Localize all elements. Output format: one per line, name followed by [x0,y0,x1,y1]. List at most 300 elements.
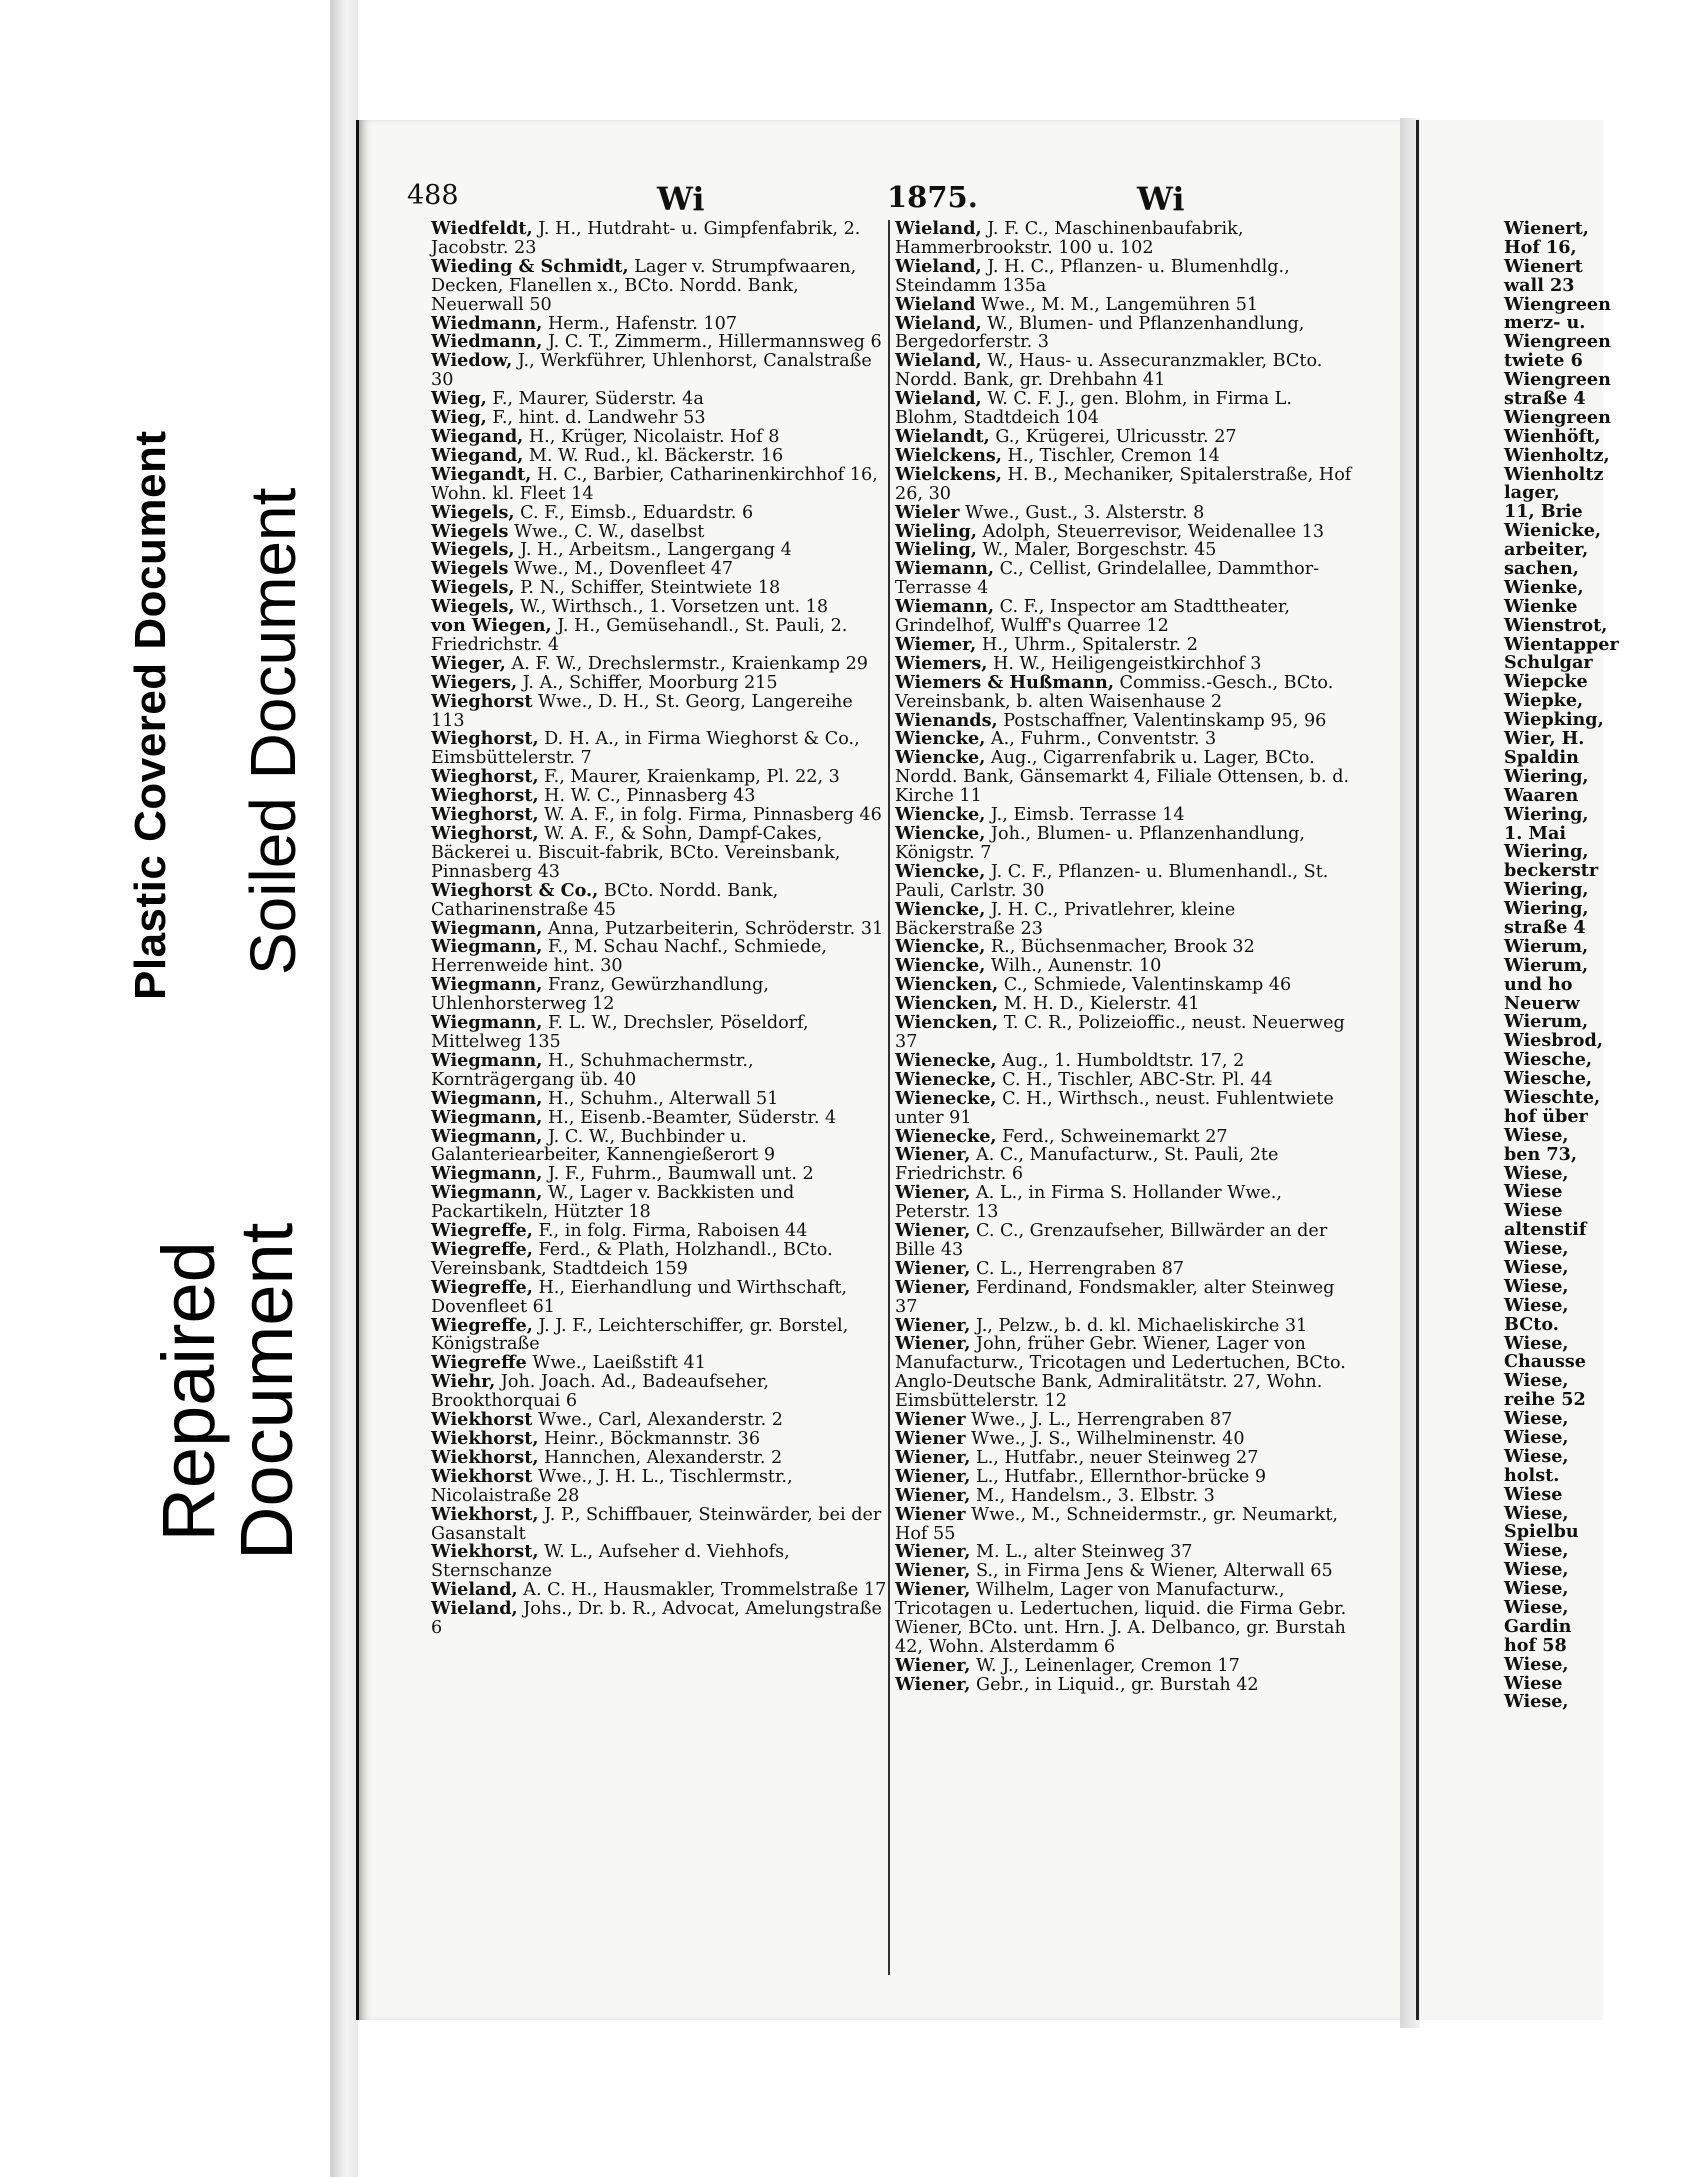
entry-details: Wwe., C. W., daselbst [508,521,705,542]
entry-details: C. H., Tischler, ABC-Str. Pl. 44 [996,1069,1273,1090]
entry-details: L., Hutfabr., Ellernthor-brücke 9 [970,1466,1267,1487]
page-header [407,180,1337,220]
entry-name: Wiener, [895,1276,971,1298]
next-page-line: straße 4 [1504,388,1586,410]
entry-details: J. C. W., Buchbinder u. Galanteriearbeiter, Kannengießerort 9 [431,1126,776,1166]
next-page-line: Wiese, [1504,1275,1569,1297]
next-page-line: 11, Brie [1504,501,1583,523]
next-page-line: Wienert [1504,255,1583,277]
entry-details: A. C. H., Hausmakler, Trommelstraße 17 [517,1580,887,1601]
entry-name: Wiehr, [431,1371,496,1393]
entry-name: Wiegmann, [431,974,543,996]
next-page-line: 1. Mai [1504,822,1567,844]
directory-entry [431,1465,891,1506]
entry-details: F., M. Schau Nachf., Schmiede, Herrenweide hint. 30 [431,937,828,977]
next-page-line: Wier, H. [1504,728,1585,750]
entry-name: Wiegmann, [431,936,543,958]
entry-details: H., Schuhmachermstr., Kornträgergang üb. 40 [431,1050,754,1090]
next-page-line: Wiese, [1504,1124,1569,1146]
directory-entry [895,1184,1355,1222]
entry-details: Commiss.-Gesch., BCto. Vereinsbank, b. alten Waisenhause 2 [895,672,1334,712]
next-page-line: Schulgar [1504,652,1593,674]
next-page-line: arbeiter, [1504,539,1589,561]
directory-entry [431,1373,891,1411]
entry-name: Wiegmann, [431,1087,543,1109]
next-page-line: Wierum, [1504,954,1589,976]
entry-name: Wienecke, [895,1125,997,1147]
entry-name: Wiencke, [895,936,986,958]
entry-name: Wiener, [895,1333,971,1355]
entry-details: F., Maurer, Kraienkamp, Pl. 22, 3 [538,767,840,788]
entry-details: Wilhelm, Lager von Manufacturw., Tricotagen u. Ledertuchen, liquid. die Firma Gebr. Wiener, BCto. unt. Hrn. J. A. Delbanco, gr. Burstah 42, Wohn. Alsterdamm 6 [895,1580,1347,1657]
directory-entry [431,1543,891,1581]
entry-details: Johs., Dr. b. R., Advocat, Amelungstraße 6 [431,1599,882,1639]
repaired-document-label [147,1222,308,1560]
entry-name: Wiencke, [895,804,986,826]
entry-name: Wiedmann, [431,331,543,353]
next-page-line: Wiese, [1504,1238,1569,1260]
entry-details: J. F. C., Maschinenbaufabrik, Hammerbrookstr. 100 u. 102 [895,219,1244,258]
entry-details: W. C. F. J., gen. Blohm, in Firma L. Blohm, Stadtdeich 104 [895,389,1292,429]
next-page-line: Wienke, [1504,576,1584,598]
next-page-column [1504,220,1704,1712]
entry-name: Wiegers, [431,671,518,693]
entry-name: Wiencke, [895,823,986,844]
entry-name: Wiegels [431,520,509,542]
entry-details: W. A. F., in folg. Firma, Pinnasberg 46 [538,805,882,826]
entry-name: Wiemann, [895,596,995,618]
entry-name: Wiedow, [431,350,513,372]
directory-entry [431,938,891,976]
next-page-line: Wierum, [1504,935,1589,957]
next-page-line: Wienert, [1504,218,1589,239]
entry-name: Wiegmann, [431,1012,543,1034]
entry-name: Wiegand, [431,425,524,447]
left-column [431,220,891,1638]
entry-details: A. C., Manufacturw., St. Pauli, 2te Friedrichstr. 6 [895,1145,1279,1185]
header-year: 1875. [887,180,978,214]
entry-details: C. F., Eimsb., Eduardstr. 6 [514,502,754,523]
entry-details: H., Schuhm., Alterwall 51 [542,1088,779,1109]
directory-entry [895,860,1355,901]
entry-name: Wiener, [895,1673,971,1695]
entry-details: Joh., Blumen- u. Pflanzenhandlung, Königstr. 7 [895,824,1306,863]
directory-entry [895,1503,1355,1544]
next-page-line: Wiesche, [1504,1049,1593,1071]
next-page-line: Wiepking, [1504,709,1604,731]
entry-name: Wiencke, [895,955,986,977]
next-page-line: Wiese, [1504,1256,1569,1278]
entry-name: Wieghorst [431,690,533,712]
entry-details: C., Cellist, Grindelallee, Dammthor-Terrasse 4 [895,559,1320,599]
next-page-line: und ho [1504,973,1573,995]
entry-details: Gebr., in Liquid., gr. Burstah 42 [970,1674,1259,1695]
entry-details: H., Eierhandlung und Wirthschaft, Dovenfleet 61 [431,1277,848,1317]
entry-details: Ferd., & Plath, Holzhandl., BCto. Vereinsbank, Stadtdeich 159 [431,1239,833,1279]
next-page-line: Wiese, [1504,1653,1569,1675]
entry-name: Wiener, [895,1484,971,1506]
entry-details: H., Eisenb.-Beamter, Süderstr. 4 [542,1107,837,1128]
entry-details: W., Blumen- und Pflanzenhandlung, Bergedorferstr. 3 [895,313,1305,353]
entry-details: H., Uhrm., Spitalerstr. 2 [976,634,1198,655]
page-number: 488 [407,180,459,211]
next-page-line: Waaren [1504,784,1579,806]
entry-name: Wiegels, [431,501,515,523]
next-page-line: Wiese, [1504,1332,1569,1354]
entry-name: Wiener, [895,1314,971,1336]
entry-name: Wielandt, [895,425,990,447]
entry-name: Wieling, [895,520,977,542]
next-page-fragment [1416,120,1619,2020]
next-page-line: altenstif [1504,1219,1587,1241]
entry-details: H. W., Heiligengeistkirchhof 3 [987,653,1262,674]
entry-name: Wiegreffe, [431,1314,533,1336]
entry-details: Wilh., Aunenstr. 10 [985,956,1162,977]
entry-name: Wieland, [431,1579,518,1601]
next-page-line: hof 58 [1504,1634,1567,1656]
entry-name: Wiegels [431,558,509,580]
directory-entry [895,1673,1355,1695]
entry-name: Wiener, [895,1465,971,1487]
entry-details: C. F., Inspector am Stadttheater, Grindelhof, Wulff's Quarree 12 [895,597,1290,637]
entry-name: Wiener, [895,1560,971,1582]
entry-details: J., Werkführer, Uhlenhorst, Canalstraße 30 [431,351,872,391]
entry-name: Wiegreffe, [431,1276,533,1298]
entry-details: W., Lager v. Backkisten und Packartikeln, Hützter 18 [431,1183,795,1223]
entry-name: Wiekhorst, [431,1428,539,1449]
next-page-line: Wiese, [1504,1691,1569,1713]
directory-entry [431,1184,891,1222]
entry-name: Wiener [895,1503,966,1525]
entry-details: F., Maurer, Süderstr. 4a [486,389,704,410]
entry-name: Wienecke, [895,1049,997,1071]
entry-name: Wiegels, [431,539,515,561]
entry-name: Wiegmann, [431,1125,543,1147]
entry-details: J. P., Schiffbauer, Steinwärder, bei der Gasanstalt [431,1504,882,1544]
entry-name: Wiegreffe, [431,1220,533,1242]
next-page-line: Wiese [1504,1483,1563,1505]
entry-name: Wiekhorst, [431,1446,539,1468]
entry-name: Wiegreffe, [431,1238,533,1260]
next-page-line: Wiering, [1504,803,1589,825]
next-page-line: Wiese, [1504,1427,1569,1448]
next-page-line: Wienicke, [1504,520,1602,542]
next-page-line: Wiese [1504,1181,1563,1203]
entry-name: Wieger, [431,652,506,674]
next-page-line: ben 73, [1504,1143,1578,1165]
entry-name: Wieler [895,501,960,523]
next-page-line: Wiese, [1504,1162,1569,1184]
entry-details: W., Haus- u. Assecuranzmakler, BCto. Nordd. Bank, gr. Drehbahn 41 [895,351,1323,391]
entry-name: Wiegmann, [431,917,543,939]
directory-entry [895,1581,1355,1657]
entry-name: Wiener, [895,1220,971,1242]
directory-entry [895,671,1355,712]
next-page-line: straße 4 [1504,916,1586,938]
plastic-covered-label: Plastic Covered Document [126,430,175,1000]
entry-name: Wiegels, [431,596,515,618]
entry-details: C. H., Wirthsch., neust. Fuhlentwiete unter 91 [895,1088,1334,1128]
entry-details: Franz, Gewürzhandlung, Uhlenhorsterweg 12 [431,975,769,1015]
entry-name: von Wiegen, [431,615,552,637]
next-page-line: Wieschte, [1504,1086,1601,1108]
directory-entry [431,1014,891,1052]
entry-details: J. H., Gemüsehandl., St. Pauli, 2. Friedrichstr. 4 [431,616,848,655]
directory-entry [895,598,1355,636]
entry-details: Wwe., J. S., Wilhelminenstr. 40 [965,1429,1245,1449]
entry-details: Joh. Joach. Ad., Badeaufseher, Brookthorquai 6 [431,1372,769,1412]
entry-details: Herm., Hafenstr. 107 [542,313,738,334]
entry-name: Wiemers & Hußmann, [895,671,1114,693]
entry-name: Wieghorst, [431,766,539,788]
directory-entry [895,898,1355,939]
entry-details: J. F., Fuhrm., Baumwall unt. 2 [542,1164,814,1185]
next-page-line: lager, [1504,482,1560,504]
next-page-line: reihe 52 [1504,1389,1586,1411]
entry-name: Wiedmann, [431,312,543,334]
next-page-line: Wiesche, [1504,1068,1593,1090]
next-page-line: Wiese, [1504,1502,1569,1524]
entry-name: Wieghorst & Co., [431,879,599,901]
directory-entry [895,352,1355,390]
entry-name: Wiener, [895,1541,971,1563]
entry-name: Wiencke, [895,860,986,882]
entry-name: Wieland [895,293,976,315]
entry-details: Postschaffner, Valentinskamp 95, 96 [997,710,1327,731]
entry-name: Wiekhorst, [431,1503,539,1525]
entry-name: Wielckens, [895,463,1002,485]
entry-details: J., Eimsb. Terrasse 14 [985,805,1185,826]
entry-name: Wiencke, [895,898,986,920]
entry-details: Heinr., Böckmannstr. 36 [538,1429,761,1449]
entry-details: John, früher Gebr. Wiener, Lager von Manufacturw., Tricotagen und Ledertuchen, BCto. Anglo-Deutsche Bank, Admiralitätstr. 27, Wohn. Eimsbüttelerstr. 12 [895,1334,1346,1412]
entry-details: G., Krügerei, Ulricusstr. 27 [989,426,1237,447]
entry-name: Wieland, [431,1598,518,1620]
next-page-line: Wiering, [1504,879,1589,901]
directory-entry [431,1314,891,1355]
next-page-line: Wienholtz [1504,463,1604,485]
entry-name: Wiegandt, [431,463,532,485]
entry-details: Adolph, Steuerrevisor, Weidenallee 13 [976,521,1325,542]
directory-entry [431,463,891,504]
entry-name: Wiemann, [895,558,995,580]
entry-name: Wiencke, [895,728,986,750]
entry-name: Wienecke, [895,1087,997,1109]
entry-details: W., Wirthsch., 1. Vorsetzen unt. 18 [514,597,829,618]
next-page-line: Wiese, [1504,1597,1569,1619]
entry-name: Wiekhorst, [431,1541,539,1563]
entry-details: P. N., Schiffer, Steintwiete 18 [514,578,781,599]
next-page-line: Wienstrot, [1504,614,1608,636]
entry-details: Wwe., Gust., 3. Alsterstr. 8 [959,502,1205,523]
entry-details: Wwe., M., Dovenfleet 47 [508,559,734,580]
entry-name: Wiegels, [431,577,515,599]
directory-entry [431,1503,891,1544]
entry-details: Wwe., M. M., Langemühren 51 [975,294,1259,315]
entry-name: Wiener, [895,1654,971,1676]
next-page-line: Wiese, [1504,1294,1569,1316]
next-page-line: hof über [1504,1105,1588,1127]
entry-details: Wwe., Laeißstift 41 [526,1353,706,1374]
directory-entry [431,255,891,315]
entry-name: Wieghorst, [431,823,539,844]
entry-details: J. J. F., Leichterschiffer, gr. Borstel, Königstraße [431,1315,849,1355]
next-page-line: Hof 16, [1504,236,1577,258]
next-page-line: BCto. [1504,1313,1559,1335]
next-page-line: Wiengreen [1504,406,1611,428]
entry-details: BCto. Nordd. Bank, Catharinenstraße 45 [431,880,779,920]
directory-entry [895,1146,1355,1184]
entry-name: Wiener [895,1428,966,1449]
directory-entry [431,1354,891,1373]
entry-name: Wiener, [895,1579,971,1601]
entry-name: Wieland, [895,312,982,334]
next-page-line: Wiering, [1504,898,1589,920]
entry-details: J. H., Hutdraht- u. Gimpfenfabrik, 2. Jacobstr. 23 [431,219,861,258]
entry-details: J. C. T., Zimmerm., Hillermannsweg 6 [542,332,882,353]
soiled-document-label: Soiled Document [237,487,309,975]
directory-entry [895,1222,1355,1260]
entry-details: Wwe., J. L., Herrengraben 87 [965,1410,1233,1431]
entry-name: Wieghorst, [431,785,539,807]
directory-entry [431,730,891,768]
entry-details: J. A., Schiffer, Moorburg 215 [517,672,778,693]
entry-details: C. C., Grenzaufseher, Billwärder an der Bille 43 [895,1221,1328,1260]
entry-details: W. L., Aufseher d. Viehhofs, Sternschanze [431,1542,790,1582]
next-page-line: Wiengreen [1504,293,1611,315]
entry-name: Wiencken, [895,1012,999,1034]
entry-name: Wieg, [431,388,487,410]
header-right-letters: Wi [1137,180,1185,218]
entry-name: Wiegmann, [431,1163,543,1185]
entry-details: J. H., Arbeitsm., Langergang 4 [514,540,792,561]
entry-details: F. L. W., Drechsler, Pöseldorf, Mittelweg 135 [431,1013,809,1052]
entry-name: Wiener, [895,1144,971,1166]
entry-details: C., Schmiede, Valentinskamp 46 [998,975,1292,996]
entry-details: R., Büchsenmacher, Brook 32 [985,937,1255,958]
entry-details: M., Handelsm., 3. Elbstr. 3 [970,1485,1215,1506]
entry-details: H. B., Mechaniker, Spitalerstraße, Hof 26, 30 [895,464,1352,504]
next-page-line: Wiese, [1504,1540,1569,1562]
entry-details: T. C. R., Polizeioffic., neust. Neuerweg 37 [895,1013,1345,1052]
entry-details: H. W. C., Pinnasberg 43 [538,786,756,807]
directory-entry [895,1014,1355,1052]
entry-details: Aug., Cigarrenfabrik u. Lager, BCto. Nordd. Bank, Gänsemarkt 4, Filiale Ottensen, b. d. Kirche 11 [895,748,1350,807]
next-page-line: merz- u. [1504,312,1586,334]
next-page-line: Wientapper [1504,633,1619,655]
entry-name: Wieghorst, [431,804,539,826]
entry-details: A. F. W., Drechslermstr., Kraienkamp 29 [505,653,868,674]
directory-entry [895,749,1355,806]
repaired-label-line2: Document [224,1222,308,1560]
next-page-line: Neuerw [1504,992,1580,1014]
entry-name: Wieding & Schmidt, [431,255,629,277]
entry-details: C. L., Herrengraben 87 [970,1258,1184,1279]
entry-name: Wiencken, [895,974,999,996]
entry-details: Wwe., Carl, Alexanderstr. 2 [532,1410,783,1431]
entry-name: Wieghorst, [431,728,539,750]
entry-details: L., Hutfabr., neuer Steinweg 27 [970,1447,1259,1468]
entry-details: W. A. F., & Sohn, Dampf-Cakes, Bäckerei u. Biscuit-fabrik, BCto. Vereinsbank, Pinnasberg 43 [431,824,841,882]
directory-entry [431,617,891,655]
next-page-line: Wiese, [1504,1370,1569,1392]
next-page-line: Spaldin [1504,746,1579,768]
entry-name: Wiegmann, [431,1182,543,1204]
next-page-line: Wiesbrod, [1504,1030,1603,1052]
entry-details: D. H. A., in Firma Wieghorst & Co., Eimsbüttelerstr. 7 [431,729,860,769]
entry-details: A. L., in Firma S. Hollander Wwe., Peterstr. 13 [895,1183,1282,1223]
next-page-line: holst. [1504,1464,1560,1486]
next-page-line: Wiese, [1504,1578,1569,1600]
repaired-label-line1: Repaired [147,1241,230,1542]
directory-entry [431,690,891,731]
directory-entry [895,1335,1355,1411]
directory-entry [431,1238,891,1279]
entry-name: Wiemer, [895,633,977,655]
entry-name: Wiemers, [895,652,988,674]
directory-entry [431,1125,891,1166]
directory-entry [431,879,891,920]
next-page-line: Wiese, [1504,1559,1569,1581]
entry-details: H. C., Barbier, Catharinenkirchhof 16, Wohn. kl. Fleet 14 [431,464,878,504]
entry-name: Wiener, [895,1446,971,1468]
next-page-line: sachen, [1504,558,1579,580]
entry-name: Wieg, [431,407,487,429]
archive-label-strip [0,0,330,2177]
entry-name: Wielckens, [895,444,1002,466]
directory-entry [431,352,891,390]
entry-name: Wiegmann, [431,1106,543,1128]
entry-name: Wiener, [895,1182,971,1204]
next-page-line: Wiengreen [1504,331,1611,353]
right-column [895,220,1355,1695]
directory-entry [895,390,1355,428]
next-page-line: Wiengreen [1504,369,1611,391]
entry-details: Lager v. Strumpfwaaren, Decken, Flanellen x., BCto. Nordd. Bank, Neuerwall 50 [431,256,857,315]
entry-details: Aug., 1. Humboldtstr. 17, 2 [996,1050,1245,1071]
entry-name: Wiekhorst [431,1409,533,1431]
directory-entry [895,463,1355,504]
next-page-line: Wiese [1504,1200,1563,1222]
directory-entry [895,220,1355,258]
next-page-line: Wiering, [1504,841,1589,863]
entry-details: M. W. Rud., kl. Bäckerstr. 16 [523,445,784,466]
next-page-line: Wiepcke [1504,671,1588,693]
entry-details: Wwe., J. H. L., Tischlermstr., Nicolaistraße 28 [431,1466,793,1506]
entry-details: J. H. C., Privatlehrer, kleine Bäckerstraße 23 [895,899,1236,939]
entry-name: Wiener [895,1409,966,1431]
entry-details: Ferdinand, Fondsmakler, alter Steinweg 37 [895,1277,1335,1317]
directory-entry [431,1600,891,1638]
entry-details: A., Fuhrm., Conventstr. 3 [985,729,1217,750]
directory-entry [895,1276,1355,1317]
directory-entry [431,390,891,409]
entry-name: Wiener, [895,1257,971,1279]
entry-name: Wiencke, [895,747,986,769]
entry-details: F., hint. d. Landwehr 53 [486,408,706,429]
entry-name: Wienecke, [895,1068,997,1090]
next-page-line: Wiese, [1504,1408,1569,1430]
next-page-line: Wiepke, [1504,690,1584,712]
entry-name: Wiegand, [431,444,524,466]
column-divider [888,220,890,1975]
directory-entry [895,312,1355,353]
next-page-line: wall 23 [1504,274,1575,296]
next-page-line: Wienke [1504,595,1578,617]
next-page-line: Wienholtz, [1504,444,1610,466]
entry-details: Wwe., D. H., St. Georg, Langereihe 113 [431,691,853,731]
entry-details: J., Pelzw., b. d. kl. Michaeliskirche 31 [970,1315,1308,1336]
